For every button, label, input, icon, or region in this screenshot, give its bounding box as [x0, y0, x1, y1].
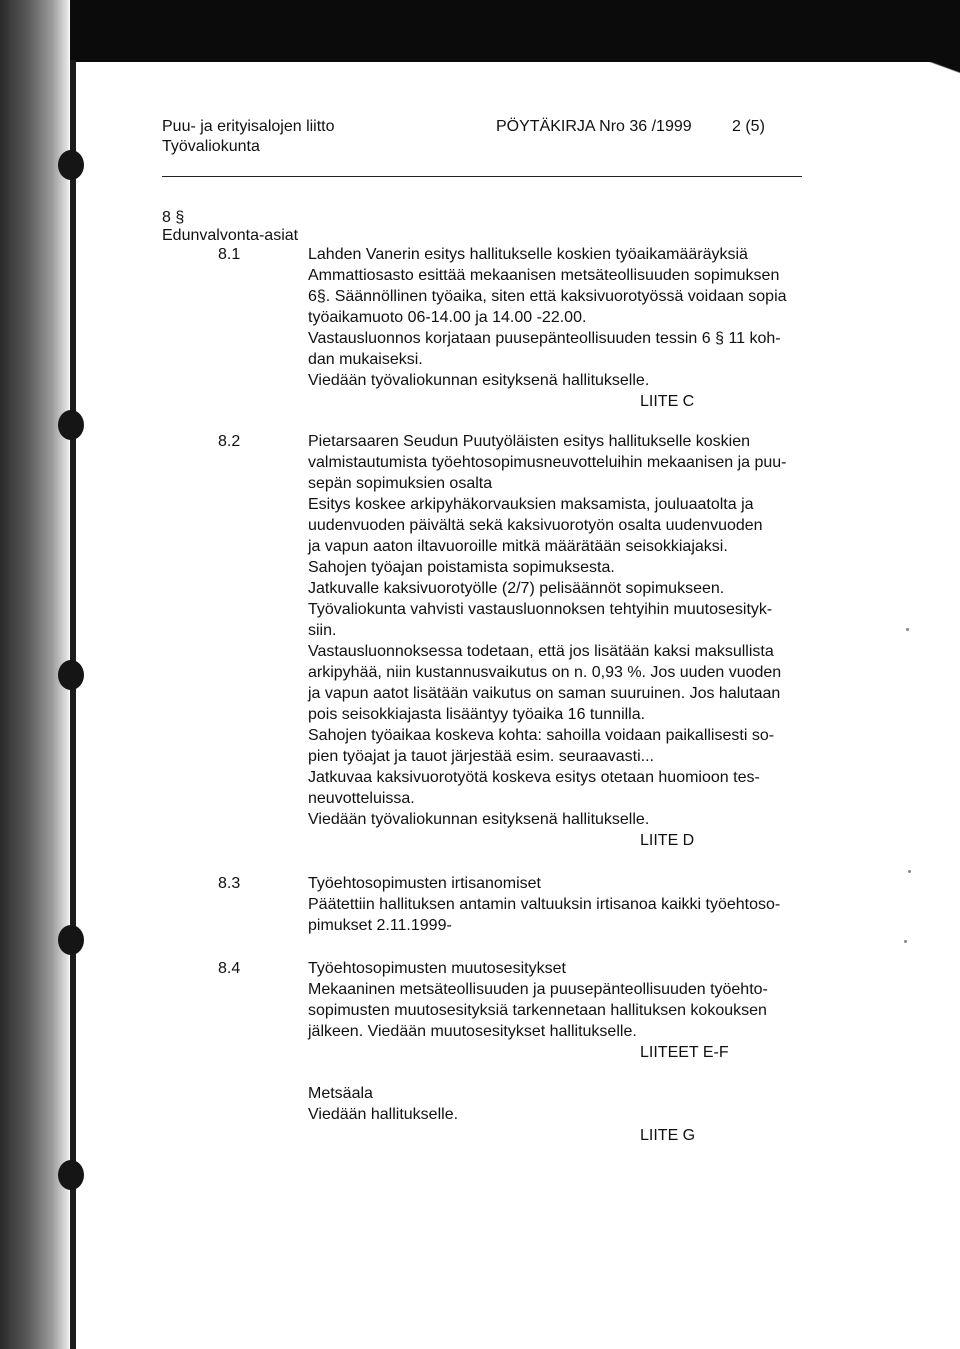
punch-hole — [58, 410, 84, 440]
item-text-line: Esitys koskee arkipyhäkorvauksien maksamista, jouluaatolta ja — [308, 496, 754, 513]
page-number: 2 (5) — [732, 118, 765, 135]
item-text-line: Viedään työvaliokunnan esityksenä hallitukselle. — [308, 811, 650, 828]
item-text-line: sopimusten muutosesityksiä tarkennetaan hallituksen kokouksen — [308, 1002, 767, 1019]
scan-speck — [904, 940, 907, 943]
item-text-line: Työehtosopimusten irtisanomiset — [308, 875, 541, 892]
item-text-line: Jatkuvalle kaksivuorotyölle (2/7) pelisäännöt sopimukseen. — [308, 580, 725, 597]
scan-speck — [908, 870, 911, 873]
item-number: 8.1 — [218, 246, 241, 263]
committee-name: Työvaliokunta — [162, 138, 260, 155]
item-text-line: arkipyhää, niin kustannusvaikutus on n. 0,93 %. Jos uuden vuoden — [308, 664, 782, 681]
item-text-line: työaikamuoto 06-14.00 ja 14.00 -22.00. — [308, 309, 587, 326]
document-title: PÖYTÄKIRJA Nro 36 /1999 — [496, 118, 692, 135]
item-text-line: Sahojen työaikaa koskeva kohta: sahoilla voidaan paikallisesti so- — [308, 727, 775, 744]
scan-speck — [906, 628, 909, 631]
item-text-line: Sahojen työajan poistamista sopimuksesta. — [308, 559, 615, 576]
item-text-line: ja vapun aatot lisätään vaikutus on saman suuruinen. Jos halutaan — [308, 685, 781, 702]
attachment-label: LIITE C — [640, 393, 695, 410]
attachment-label: LIITE D — [640, 832, 695, 849]
item-text-line: siin. — [308, 622, 337, 639]
item-number: 8.3 — [218, 875, 241, 892]
item-text-line: Vastausluonnos korjataan puusepänteollisuuden tessin 6 § 11 koh- — [308, 330, 781, 347]
organization-name: Puu- ja erityisalojen liitto — [162, 118, 335, 135]
item-text-line: Päätettiin hallituksen antamin valtuuksin irtisanoa kaikki työehtoso- — [308, 896, 781, 913]
item-text-line: 6§. Säännöllinen työaika, siten että kaksivuorotyössä voidaan sopia — [308, 288, 787, 305]
item-number: 8.2 — [218, 433, 241, 450]
item-text-line: dan mukaiseksi. — [308, 351, 423, 368]
section-title: Edunvalvonta-asiat — [162, 227, 299, 244]
item-number: 8.4 — [218, 960, 241, 977]
item-text-line: jälkeen. Viedään muutosesitykset hallitukselle. — [308, 1023, 637, 1040]
attachment-label: LIITEET E-F — [640, 1044, 729, 1061]
item-text-line: Vastausluonnoksessa todetaan, että jos lisätään kaksi maksullista — [308, 643, 774, 660]
item-text-line: ja vapun aaton iltavuoroille mitkä määrätään seisokkiajaksi. — [308, 538, 728, 555]
item-text-line: pimukset 2.11.1999- — [308, 917, 452, 934]
item-text-line: Mekaaninen metsäteollisuuden ja puusepänteollisuuden työehto- — [308, 981, 768, 998]
item-text-line: Viedään hallitukselle. — [308, 1106, 459, 1123]
section-number: 8 § — [162, 209, 185, 226]
item-text-line: Pietarsaaren Seudun Puutyöläisten esitys hallitukselle koskien — [308, 433, 751, 450]
punch-hole — [58, 150, 84, 180]
scan-dark-border-top — [0, 0, 960, 62]
punch-hole — [58, 925, 84, 955]
item-text-line: Metsäala — [308, 1085, 373, 1102]
item-text-line: pien työajat ja tauot järjestää esim. seuraavasti... — [308, 748, 654, 765]
punch-hole — [58, 660, 84, 690]
scan-dark-corner — [850, 0, 960, 120]
item-text-line: Työehtosopimusten muutosesitykset — [308, 960, 566, 977]
item-text-line: Ammattiosasto esittää mekaanisen metsäteollisuuden sopimuksen — [308, 267, 780, 284]
attachment-label: LIITE G — [640, 1127, 696, 1144]
item-text-line: uudenvuoden päivältä sekä kaksivuorotyön osalta uudenvuoden — [308, 517, 763, 534]
binder-edge — [70, 60, 76, 1349]
item-text-line: Lahden Vanerin esitys hallitukselle koskien työaikamääräyksiä — [308, 246, 748, 263]
item-text-line: neuvotteluissa. — [308, 790, 415, 807]
item-text-line: Viedään työvaliokunnan esityksenä hallitukselle. — [308, 372, 650, 389]
punch-hole — [58, 1160, 84, 1190]
item-text-line: sepän sopimuksien osalta — [308, 475, 493, 492]
header-rule — [162, 176, 802, 177]
item-text-line: Jatkuvaa kaksivuorotyötä koskeva esitys otetaan huomioon tes- — [308, 769, 760, 786]
item-text-line: valmistautumista työehtosopimusneuvotteluihin mekaanisen ja puu- — [308, 454, 787, 471]
item-text-line: Työvaliokunta vahvisti vastausluonnoksen tehtyihin muutosesityk- — [308, 601, 773, 618]
item-text-line: pois seisokkiajasta lisääntyy työaika 16 tunnilla. — [308, 706, 646, 723]
